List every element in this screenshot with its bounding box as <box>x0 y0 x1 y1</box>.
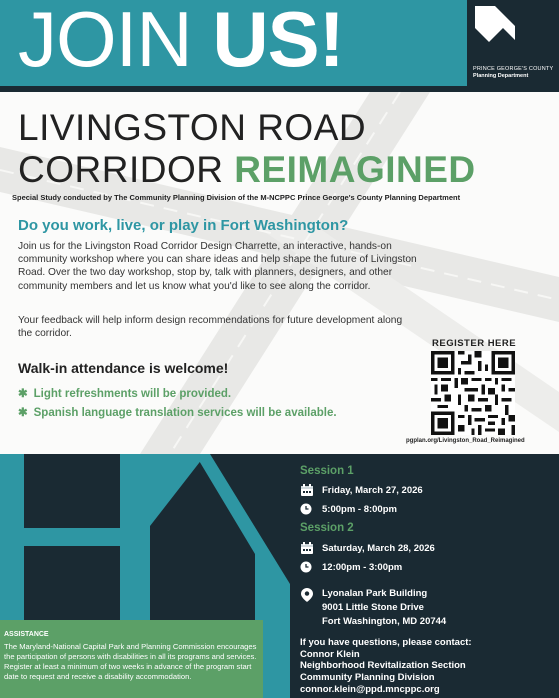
logo-text-department: Planning Department <box>473 73 529 79</box>
location-city: Fort Washington, MD 20744 <box>322 616 447 627</box>
logo-text-county: PRINCE GEORGE'S COUNTY <box>473 66 554 72</box>
intro-question: Do you work, live, or play in Fort Washington? <box>18 217 349 234</box>
calendar-icon <box>300 542 314 554</box>
contact-division: Community Planning Division <box>300 672 435 684</box>
header-banner <box>0 0 559 86</box>
logo-block <box>467 0 559 86</box>
intro-paragraph-2: Your feedback will help inform design recommendations for future development along the corridor. <box>18 315 403 340</box>
bullet-item: ✱ Light refreshments will be provided. <box>18 388 232 400</box>
contact-block <box>300 637 472 696</box>
session-2-time: 12:00pm - 3:00pm <box>300 560 402 574</box>
walkin-heading: Walk-in attendance is welcome! <box>18 360 229 376</box>
contact-section: Neighborhood Revitalization Section <box>300 660 466 672</box>
title-line-2: CORRIDOR REIMAGINED <box>18 149 476 190</box>
asterisk-icon: ✱ <box>18 388 28 400</box>
location-street: 9001 Little Stone Drive <box>322 602 424 613</box>
session-1-title: Session 1 <box>300 465 354 477</box>
intro-paragraph-1: Join us for the Livingston Road Corridor Design Charrette, an interactive, hands-on community workshop where you can share ideas and help shape the future of Livingston Road. Over the two day workshop, stop by, talk with planners, designers, and other community members and let us know what you'd like to see along the corridor. <box>18 241 417 292</box>
clock-icon <box>300 503 314 515</box>
session-2-title: Session 2 <box>300 522 354 534</box>
subtitle: Special Study conducted by The Community Planning Division of the M-NCPPC Prince George's County Planning Department <box>12 193 461 202</box>
m-ncppc-logo-icon <box>475 6 515 46</box>
qr-code-icon[interactable] <box>431 351 515 435</box>
asterisk-icon: ✱ <box>18 407 28 419</box>
assistance-title: ASSISTANCE <box>4 631 49 638</box>
location-name: Lyonalan Park Building <box>322 588 428 599</box>
assistance-text: The Maryland-National Capital Park and Planning Commission encourages the participation of persons with disabilities in all its programs and services. Register at least a minimum of two weeks in advance of the program start date to request and receive a disability accommodation. <box>4 642 257 681</box>
calendar-icon <box>300 484 314 496</box>
register-label: REGISTER HERE <box>432 338 517 349</box>
session-1-date: Friday, March 27, 2026 <box>300 483 423 497</box>
location-address <box>322 587 446 629</box>
register-url[interactable]: pgplan.org/Livingston_Road_Reimagined <box>406 438 525 444</box>
title-line-1: LIVINGSTON ROAD <box>18 107 367 148</box>
clock-icon <box>300 561 314 573</box>
bullet-item: ✱ Spanish language translation services will be available. <box>18 407 337 419</box>
session-2-date: Saturday, March 28, 2026 <box>300 541 435 555</box>
contact-heading: If you have questions, please contact: <box>300 637 472 648</box>
header-title: JOIN US! <box>18 0 344 83</box>
session-1-time: 5:00pm - 8:00pm <box>300 502 397 516</box>
map-pin-icon <box>301 588 313 602</box>
contact-name: Connor Klein <box>300 648 360 660</box>
contact-email[interactable]: connor.klein@ppd.mncppc.org <box>300 683 440 695</box>
